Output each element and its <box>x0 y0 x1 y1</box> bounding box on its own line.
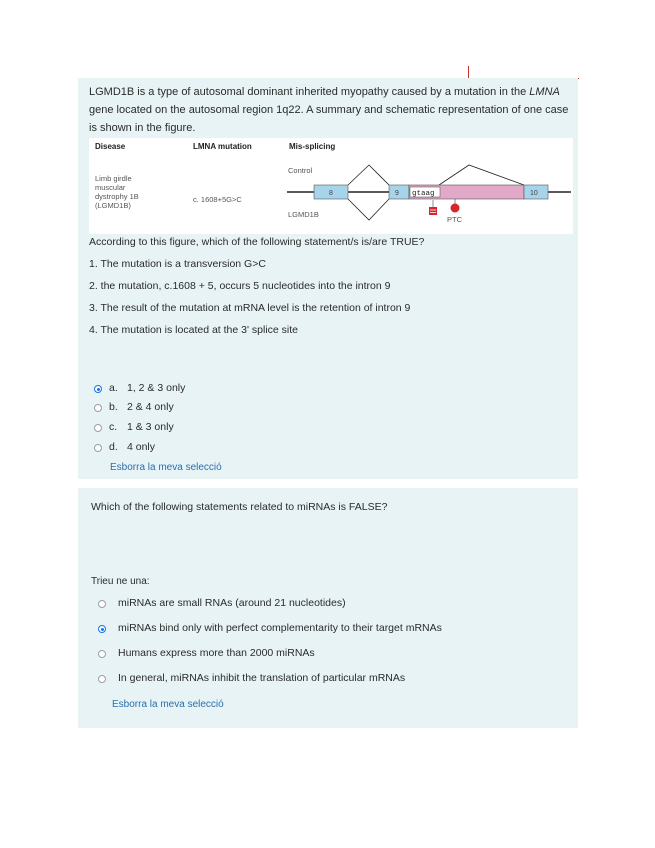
option-d-text: 4 only <box>127 441 156 453</box>
exon-9-box <box>389 185 409 199</box>
disease-line: dystrophy 1B <box>95 192 139 201</box>
q2-option-1-text: miRNAs are small RNAs (around 21 nucleotides) <box>118 597 346 609</box>
figure-header-missplicing: Mis-splicing <box>289 142 336 151</box>
q2-option-4-text: In general, miRNAs inhibit the translation of particular mRNAs <box>118 672 406 684</box>
control-splice-arc-2 <box>439 165 524 185</box>
question-1-intro <box>89 83 573 137</box>
radio-d[interactable] <box>94 444 102 452</box>
figure-header-mutation: LMNA mutation <box>193 142 252 151</box>
lgmd-splice-arc <box>348 199 389 220</box>
option-c-text: 1 & 3 only <box>127 421 174 433</box>
q2-option-3-text: Humans express more than 2000 miRNAs <box>118 647 315 659</box>
mutation-marker <box>429 207 437 215</box>
radio-b[interactable] <box>94 404 102 412</box>
clear-selection-link[interactable]: Esborra la meva selecció <box>110 462 222 473</box>
label-lgmd1b: LGMD1B <box>288 210 319 219</box>
disease-line: Limb girdle <box>95 174 132 183</box>
q2-clear-selection-link[interactable]: Esborra la meva selecció <box>112 699 224 710</box>
splicing-figure <box>89 138 573 234</box>
option-b-letter: b. <box>109 401 118 413</box>
option-a-letter: a. <box>109 382 118 394</box>
q2-radio-4[interactable] <box>98 675 106 683</box>
figure-mutation-value: c. 1608+5G>C <box>193 195 242 204</box>
exon-9-label: 9 <box>395 190 399 197</box>
q2-radio-1[interactable] <box>98 600 106 608</box>
label-control: Control <box>288 166 313 175</box>
question-1-prompt: According to this figure, which of the following statement/s is/are TRUE? <box>89 236 425 248</box>
intro-gene-name: LMNA <box>529 86 560 98</box>
radio-a[interactable] <box>94 385 102 393</box>
ptc-label: PTC <box>447 215 462 224</box>
statement-2: 2. the mutation, c.1608 + 5, occurs 5 nucleotides into the intron 9 <box>89 280 391 292</box>
disease-line: muscular <box>95 183 126 192</box>
statement-3: 3. The result of the mutation at mRNA level is the retention of intron 9 <box>89 302 411 314</box>
ptc-stop-icon <box>451 204 460 213</box>
option-b-text: 2 & 4 only <box>127 401 174 413</box>
question-1-card <box>78 78 578 479</box>
splicing-diagram <box>89 138 573 234</box>
q2-radio-3[interactable] <box>98 650 106 658</box>
exon-10-label: 10 <box>530 190 538 197</box>
statement-1: 1. The mutation is a transversion G>C <box>89 258 266 270</box>
radio-c[interactable] <box>94 424 102 432</box>
control-splice-arc <box>348 165 389 185</box>
disease-line: (LGMD1B) <box>95 201 131 210</box>
intron-sequence: gtaag <box>412 190 435 198</box>
question-2-card <box>78 488 578 728</box>
option-d-letter: d. <box>109 441 118 453</box>
intro-text-before: LGMD1B is a type of autosomal dominant inherited myopathy caused by a mutation in the <box>89 86 530 98</box>
question-2-prompt: Which of the following statements related to miRNAs is FALSE? <box>91 501 388 513</box>
exon-8-label: 8 <box>329 190 333 197</box>
statement-4: 4. The mutation is located at the 3' splice site <box>89 324 299 336</box>
option-c-letter: c. <box>109 421 118 433</box>
q2-option-2-text: miRNAs bind only with perfect complementarity to their target mRNAs <box>118 622 442 634</box>
q2-radio-2[interactable] <box>98 625 106 633</box>
choose-one-label: Trieu ne una: <box>91 576 150 587</box>
option-a-text: 1, 2 & 3 only <box>127 382 186 394</box>
figure-header-disease: Disease <box>95 142 126 151</box>
intro-text-after: gene located on the autosomal region 1q22. A summary and schematic representation of one case is shown in the figure. <box>89 104 569 134</box>
